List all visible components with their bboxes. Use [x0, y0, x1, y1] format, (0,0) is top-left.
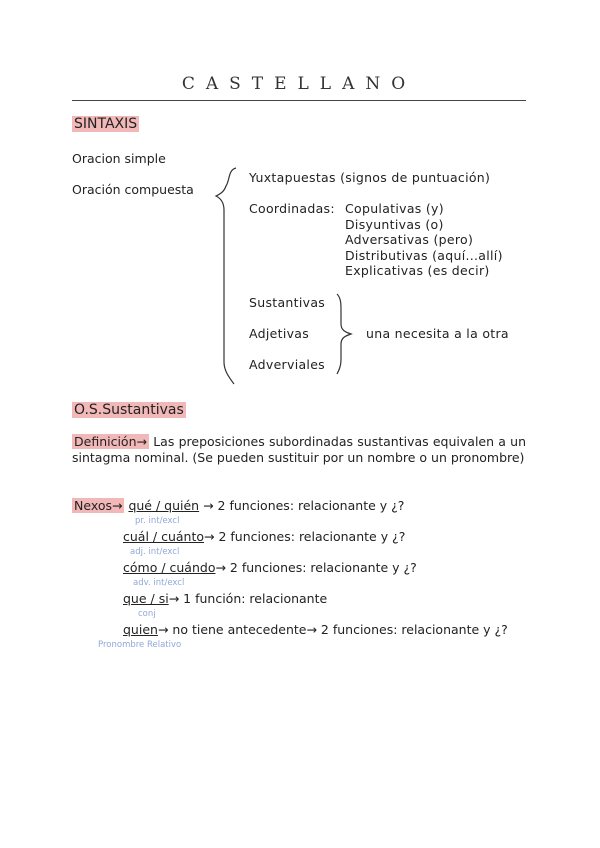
heading-text: SINTAXIS [74, 116, 138, 132]
nexos-row-3 [123, 560, 417, 575]
coordinadas-label: Coordinadas: [249, 201, 335, 216]
section-heading-sintaxis [72, 116, 139, 132]
coordinada-item: Adversativas (pero) [345, 232, 474, 247]
definicion-text: Las preposiciones subordinadas sustantivas equivalen a un sintagma nominal. (Se pueden sustituir por un nombre o un pronombre) [72, 434, 526, 465]
coordinada-item: Copulativas (y) [345, 201, 444, 216]
coordinada-item: Explicativas (es decir) [345, 263, 490, 278]
nexo-term: quien [123, 622, 158, 637]
coordinada-item: Distributivas (aquí...allí) [345, 248, 503, 263]
nexos-row-2 [123, 529, 405, 544]
title-rule [72, 100, 526, 101]
yuxtapuestas: Yuxtapuestas (signos de puntuación) [249, 170, 491, 185]
nexo-note: Pronombre Relativo [98, 640, 182, 650]
coordinada-item: Disyuntivas (o) [345, 217, 444, 232]
nexos-label: Nexos→ [74, 498, 123, 513]
subordinada-item: Sustantivas [249, 295, 326, 310]
definicion-paragraph [72, 434, 526, 466]
subordinadas-note: una necesita a la otra [366, 326, 509, 341]
right-brace-icon [333, 292, 357, 376]
definicion-label: Definición→ [74, 434, 147, 449]
nexo-term: cuál / cuánto [123, 529, 205, 544]
nexo-desc: → 2 funciones: relacionante y ¿? [215, 560, 417, 575]
oracion-compuesta: Oración compuesta [72, 182, 194, 197]
section-heading-os-sustantivas [72, 402, 186, 418]
nexo-note: adv. int/excl [133, 578, 185, 588]
heading-text: O.S.Sustantivas [74, 402, 184, 418]
nexo-note: pr. int/excl [135, 516, 180, 526]
subordinada-item: Adverviales [249, 357, 325, 372]
nexo-term: cómo / cuándo [123, 560, 216, 575]
nexo-desc: → 2 funciones: relacionante y ¿? [204, 529, 406, 544]
nexo-desc: → 2 funciones: relacionante y ¿? [199, 498, 405, 513]
nexo-term: qué / quién [128, 498, 200, 513]
nexo-note: conj [138, 609, 156, 619]
nexos-row-5 [123, 622, 508, 637]
nexo-desc: → 1 función: relacionante [168, 591, 328, 606]
nexo-note: adj. int/excl [130, 547, 180, 557]
page-title: CASTELLANO [181, 74, 417, 94]
nexos-row-1 [72, 498, 404, 513]
nexo-term: que / si [123, 591, 169, 606]
nexos-row-4 [123, 591, 327, 606]
nexo-desc: → no tiene antecedente→ 2 funciones: relacionante y ¿? [157, 622, 508, 637]
oracion-simple: Oracion simple [72, 151, 166, 166]
subordinada-item: Adjetivas [249, 326, 310, 341]
big-brace-icon [210, 166, 240, 386]
